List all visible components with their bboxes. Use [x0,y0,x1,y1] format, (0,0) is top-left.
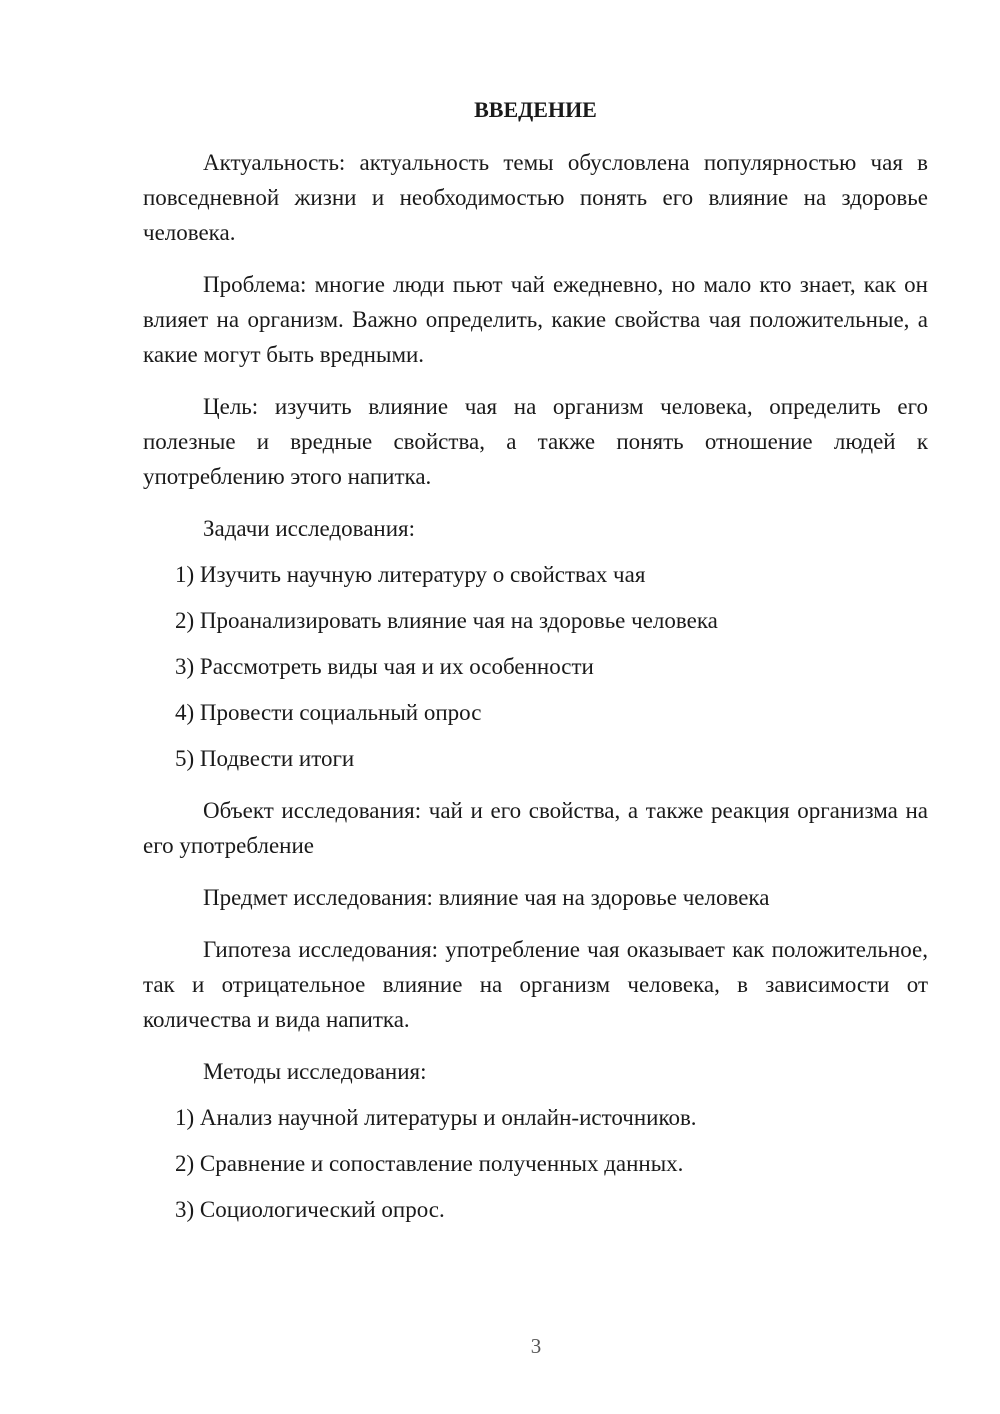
goal-paragraph: Цель: изучить влияние чая на организм человека, определить его полезные и вредные свойства, а также понять отношение людей к употреблению этого напитка. [143,394,928,489]
relevance-paragraph: Актуальность: актуальность темы обусловлена популярностью чая в повседневной жизни и необходимостью понять его влияние на здоровье человека. [143,150,928,245]
methods-heading: Методы исследования: [203,1059,427,1084]
task-item: 1) Изучить научную литературу о свойствах чая [175,562,646,587]
task-item: 2) Проанализировать влияние чая на здоровье человека [175,608,718,633]
task-item: 5) Подвести итоги [175,746,355,771]
methods-list [143,1100,928,1227]
page-number: 3 [530,1334,542,1358]
task-item: 3) Рассмотреть виды чая и их особенности [175,654,594,679]
method-item: 3) Социологический опрос. [175,1197,445,1222]
method-item: 1) Анализ научной литературы и онлайн-источников. [175,1105,697,1130]
problem-paragraph: Проблема: многие люди пьют чай ежедневно, но мало кто знает, как он влияет на организм. Важно определить, какие свойства чая положительные, а какие могут быть вредными. [143,272,928,367]
page-content [143,95,928,1227]
object-paragraph: Объект исследования: чай и его свойства, а также реакция организма на его употребление [143,798,928,858]
hypothesis-paragraph: Гипотеза исследования: употребление чая оказывает как положительное, так и отрицательное влияние на организм человека, в зависимости от количества и вида напитка. [143,937,928,1032]
page-title: ВВЕДЕНИЕ [474,97,597,122]
method-item: 2) Сравнение и сопоставление полученных данных. [175,1151,684,1176]
tasks-heading: Задачи исследования: [203,516,416,541]
subject-paragraph: Предмет исследования: влияние чая на здоровье человека [203,885,770,910]
task-item: 4) Провести социальный опрос [175,700,482,725]
tasks-list [143,557,928,776]
